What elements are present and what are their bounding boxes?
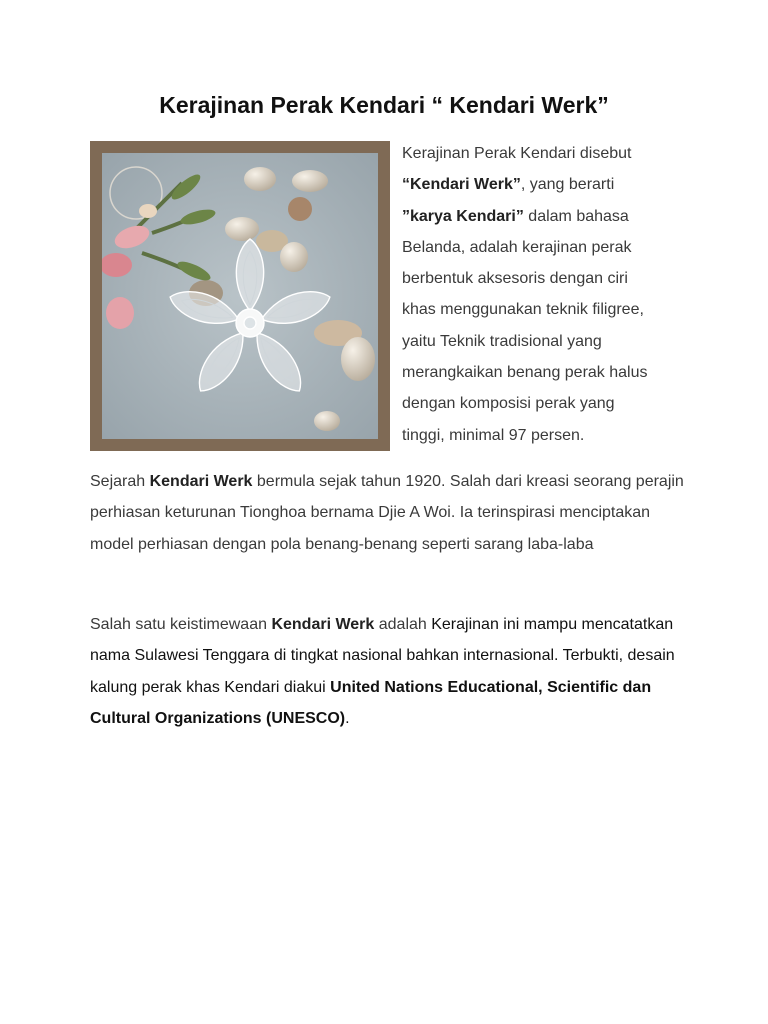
intro-line-2: , yang berarti xyxy=(520,176,615,194)
intro-line-6: khas menggunakan teknik filigree, xyxy=(402,301,644,319)
feature-bold: Kendari Werk xyxy=(271,616,375,633)
intro-line-9: dengan komposisi perak yang xyxy=(402,395,615,413)
history-paragraph xyxy=(90,466,690,560)
feature-text: Kerajinan ini mampu mencatatkan nama Sulawesi Tenggara di tingkat nasional bahkan internasional. Terbukti, desain kalung perak khas Kendari diakui xyxy=(90,616,675,696)
filigree-brooch-photo xyxy=(90,141,390,451)
brooch-image xyxy=(102,153,378,439)
intro-line-4: Belanda, adalah kerajinan perak xyxy=(402,238,632,256)
intro-line-8: merangkaikan benang perak halus xyxy=(402,364,648,382)
bold-kendari-werk: “Kendari Werk” xyxy=(402,176,521,194)
intro-line-1: Kerajinan Perak Kendari disebut xyxy=(402,145,632,162)
history-prefix: Sejarah xyxy=(90,473,150,490)
intro-line-7: yaitu Teknik tradisional yang xyxy=(402,332,602,350)
bold-karya-kendari: ”karya Kendari” xyxy=(402,207,524,225)
document-title: Kerajinan Perak Kendari “ Kendari Werk” xyxy=(159,92,609,118)
unesco-bold: United Nations Educational, Scientific dan Cultural Organizations (UNESCO) xyxy=(90,678,652,727)
intro-paragraph xyxy=(402,138,692,451)
intro-line-3: dalam bahasa xyxy=(523,207,629,225)
feature-mid: adalah xyxy=(374,616,432,633)
history-text: bermula sejak tahun 1920. Salah dari kreasi seorang perajin perhiasan keturunan Tionghoa bernama Djie A Woi. Ia terinspirasi menciptakan model perhiasan dengan pola benang-benang seperti sarang laba-laba xyxy=(90,473,684,553)
history-bold: Kendari Werk xyxy=(149,473,253,490)
feature-prefix: Salah satu keistimewaan xyxy=(90,616,272,633)
intro-line-10: tinggi, minimal 97 persen. xyxy=(402,426,585,444)
feature-end: . xyxy=(345,709,350,727)
feature-paragraph xyxy=(90,609,690,734)
intro-line-5: berbentuk aksesoris dengan ciri xyxy=(402,270,628,288)
